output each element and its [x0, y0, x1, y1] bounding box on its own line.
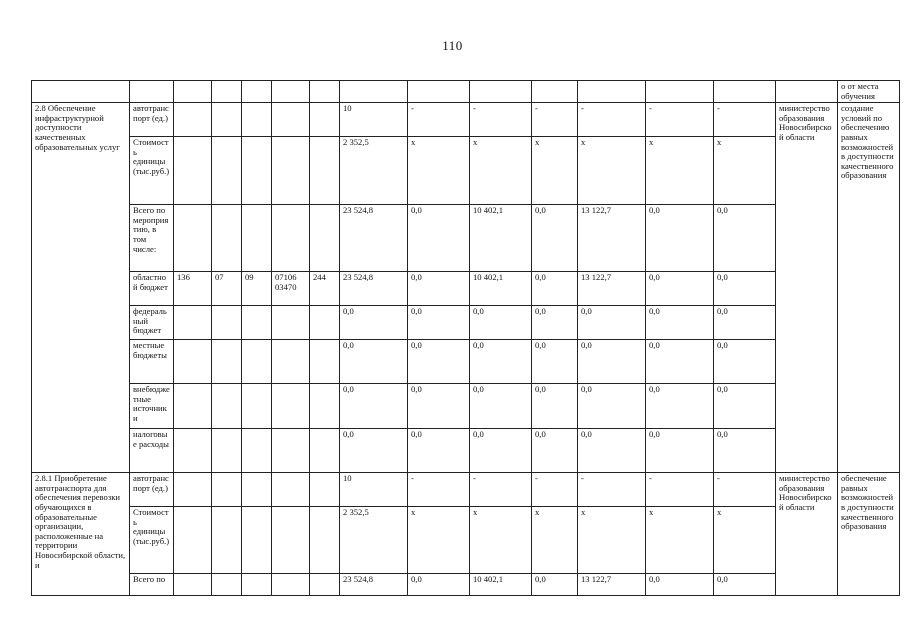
value-cell: 23 524,8	[340, 574, 408, 596]
indicator-cell: Стоимость единицы (тыс.руб.)	[130, 137, 174, 205]
table-row	[32, 137, 900, 205]
value-cell: 0,0	[646, 205, 714, 272]
budget-code-cell	[310, 340, 340, 384]
value-cell: 2 352,5	[340, 507, 408, 574]
budget-code-cell	[212, 574, 242, 596]
value-cell: 10	[340, 103, 408, 137]
table-row	[32, 103, 900, 137]
header-cell	[174, 81, 212, 103]
table-row	[32, 306, 900, 340]
executor-cell: министерство образования Новосибирской области	[776, 103, 838, 473]
budget-code-cell	[242, 137, 272, 205]
indicator-cell: Стоимость единицы (тыс.руб.)	[130, 507, 174, 574]
indicator-cell: местные бюджеты	[130, 340, 174, 384]
budget-code-cell	[272, 384, 310, 429]
value-cell: 0,0	[470, 306, 532, 340]
header-cell	[646, 81, 714, 103]
header-cell	[242, 81, 272, 103]
page-number: 110	[442, 38, 463, 53]
value-cell: 0,0	[340, 340, 408, 384]
activity-name-cell: 2.8.1 Приобретение автотранспорта для обеспечения перевозки обучающихся в образовательные организации, расположенные на территории Новосибирской области, и	[32, 473, 130, 596]
value-cell: 0,0	[646, 574, 714, 596]
budget-code-cell	[272, 103, 310, 137]
value-cell: -	[408, 103, 470, 137]
budget-code-cell	[272, 340, 310, 384]
budget-code-cell: 09	[242, 272, 272, 306]
value-cell: х	[408, 507, 470, 574]
value-cell: 13 122,7	[578, 272, 646, 306]
value-cell: 10	[340, 473, 408, 507]
value-cell: х	[578, 137, 646, 205]
budget-code-cell	[212, 429, 242, 473]
header-cell	[470, 81, 532, 103]
budget-code-cell	[272, 574, 310, 596]
indicator-cell: Всего по мероприятию, в том числе:	[130, 205, 174, 272]
indicator-cell: Всего по	[130, 574, 174, 596]
budget-code-cell	[310, 574, 340, 596]
value-cell: 0,0	[578, 306, 646, 340]
value-cell: 23 524,8	[340, 272, 408, 306]
value-cell: 13 122,7	[578, 205, 646, 272]
budget-code-cell	[272, 507, 310, 574]
indicator-cell: налоговые расходы	[130, 429, 174, 473]
table-row	[32, 340, 900, 384]
value-cell: 0,0	[470, 384, 532, 429]
budget-code-cell: 244	[310, 272, 340, 306]
value-cell: 2 352,5	[340, 137, 408, 205]
value-cell: 0,0	[340, 306, 408, 340]
budget-code-cell	[310, 205, 340, 272]
table-row	[32, 429, 900, 473]
value-cell: 0,0	[714, 205, 776, 272]
budget-code-cell: 07	[212, 272, 242, 306]
budget-code-cell	[272, 429, 310, 473]
value-cell: 23 524,8	[340, 205, 408, 272]
value-cell: -	[532, 103, 578, 137]
value-cell: -	[646, 473, 714, 507]
header-cell	[130, 81, 174, 103]
budget-code-cell	[242, 103, 272, 137]
budget-code-cell	[212, 205, 242, 272]
value-cell: 0,0	[532, 384, 578, 429]
budget-code-cell	[310, 137, 340, 205]
header-cell	[714, 81, 776, 103]
value-cell: -	[470, 103, 532, 137]
value-cell: 0,0	[532, 306, 578, 340]
budget-code-cell	[242, 429, 272, 473]
budget-code-cell	[242, 340, 272, 384]
budget-code-cell: 07106 03470	[272, 272, 310, 306]
table-row	[32, 473, 900, 507]
value-cell: 0,0	[408, 574, 470, 596]
budget-code-cell	[242, 574, 272, 596]
value-cell: 0,0	[408, 429, 470, 473]
value-cell: х	[470, 137, 532, 205]
value-cell: 10 402,1	[470, 574, 532, 596]
value-cell: 0,0	[714, 429, 776, 473]
value-cell: 0,0	[532, 205, 578, 272]
budget-code-cell	[174, 429, 212, 473]
value-cell: 0,0	[340, 429, 408, 473]
activity-name-cell: 2.8 Обеспечение инфраструктурной доступности качественных образовательных услуг	[32, 103, 130, 473]
value-cell: 0,0	[714, 384, 776, 429]
budget-code-cell	[174, 340, 212, 384]
value-cell: х	[646, 507, 714, 574]
budget-code-cell	[174, 205, 212, 272]
table-row	[32, 574, 900, 596]
budget-code-cell	[174, 507, 212, 574]
result-cell: обеспечение равных возможностей в доступности качественного образования	[838, 473, 900, 596]
indicator-cell: областной бюджет	[130, 272, 174, 306]
program-table	[31, 80, 900, 596]
value-cell: 0,0	[408, 384, 470, 429]
table-row	[32, 384, 900, 429]
value-cell: 0,0	[408, 340, 470, 384]
value-cell: 0,0	[578, 429, 646, 473]
value-cell: 0,0	[714, 574, 776, 596]
value-cell: 13 122,7	[578, 574, 646, 596]
header-cell	[340, 81, 408, 103]
budget-code-cell	[212, 507, 242, 574]
value-cell: 0,0	[646, 384, 714, 429]
value-cell: 10 402,1	[470, 205, 532, 272]
value-cell: 0,0	[714, 272, 776, 306]
table-row	[32, 272, 900, 306]
value-cell: 0,0	[532, 574, 578, 596]
header-cell	[578, 81, 646, 103]
header-cell	[776, 81, 838, 103]
budget-code-cell	[310, 103, 340, 137]
budget-code-cell	[310, 384, 340, 429]
budget-code-cell	[272, 137, 310, 205]
budget-code-cell	[174, 384, 212, 429]
value-cell: 0,0	[714, 306, 776, 340]
budget-code-cell	[212, 137, 242, 205]
budget-code-cell	[212, 340, 242, 384]
budget-code-cell	[174, 103, 212, 137]
executor-cell: министерство образования Новосибирской области	[776, 473, 838, 596]
goal-tail-cell: о от места обучения	[838, 81, 900, 103]
budget-code-cell	[242, 473, 272, 507]
value-cell: -	[470, 473, 532, 507]
value-cell: х	[578, 507, 646, 574]
budget-code-cell	[174, 473, 212, 507]
result-cell: создание условий по обеспечению равных возможностей в доступности качественного образования	[838, 103, 900, 473]
value-cell: -	[408, 473, 470, 507]
value-cell: -	[532, 473, 578, 507]
value-cell: 0,0	[470, 429, 532, 473]
budget-code-cell	[242, 205, 272, 272]
budget-code-cell	[310, 473, 340, 507]
value-cell: -	[714, 103, 776, 137]
header-cell	[408, 81, 470, 103]
value-cell: 0,0	[646, 306, 714, 340]
value-cell: 0,0	[646, 429, 714, 473]
value-cell: 0,0	[532, 272, 578, 306]
budget-code-cell	[174, 574, 212, 596]
value-cell: 0,0	[470, 340, 532, 384]
budget-code-cell	[310, 429, 340, 473]
value-cell: х	[532, 507, 578, 574]
budget-code-cell	[212, 103, 242, 137]
value-cell: 0,0	[408, 306, 470, 340]
header-cell	[272, 81, 310, 103]
budget-code-cell	[272, 306, 310, 340]
budget-code-cell	[212, 306, 242, 340]
value-cell: 0,0	[340, 384, 408, 429]
table-row	[32, 205, 900, 272]
budget-code-cell	[242, 306, 272, 340]
value-cell: 0,0	[714, 340, 776, 384]
value-cell: -	[578, 103, 646, 137]
indicator-cell: автотранспорт (ед.)	[130, 473, 174, 507]
indicator-cell: автотранспорт (ед.)	[130, 103, 174, 137]
value-cell: х	[714, 137, 776, 205]
value-cell: 0,0	[646, 272, 714, 306]
value-cell: 0,0	[408, 272, 470, 306]
budget-code-cell	[212, 473, 242, 507]
value-cell: -	[714, 473, 776, 507]
value-cell: 0,0	[578, 340, 646, 384]
header-row	[32, 81, 900, 103]
value-cell: х	[408, 137, 470, 205]
table-row	[32, 507, 900, 574]
budget-code-cell	[174, 306, 212, 340]
budget-code-cell	[310, 507, 340, 574]
value-cell: х	[714, 507, 776, 574]
value-cell: 0,0	[578, 384, 646, 429]
value-cell: 0,0	[408, 205, 470, 272]
header-cell	[532, 81, 578, 103]
budget-code-cell	[272, 473, 310, 507]
value-cell: х	[532, 137, 578, 205]
value-cell: 10 402,1	[470, 272, 532, 306]
value-cell: 0,0	[646, 340, 714, 384]
budget-code-cell	[174, 137, 212, 205]
header-cell	[212, 81, 242, 103]
budget-code-cell	[242, 384, 272, 429]
value-cell: х	[470, 507, 532, 574]
indicator-cell: федеральный бюджет	[130, 306, 174, 340]
budget-code-cell: 136	[174, 272, 212, 306]
value-cell: -	[646, 103, 714, 137]
value-cell: х	[646, 137, 714, 205]
value-cell: 0,0	[532, 340, 578, 384]
budget-code-cell	[242, 507, 272, 574]
header-cell	[310, 81, 340, 103]
value-cell: -	[578, 473, 646, 507]
indicator-cell: внебюджетные источники	[130, 384, 174, 429]
budget-code-cell	[212, 384, 242, 429]
budget-code-cell	[272, 205, 310, 272]
budget-code-cell	[310, 306, 340, 340]
value-cell: 0,0	[532, 429, 578, 473]
header-cell	[32, 81, 130, 103]
